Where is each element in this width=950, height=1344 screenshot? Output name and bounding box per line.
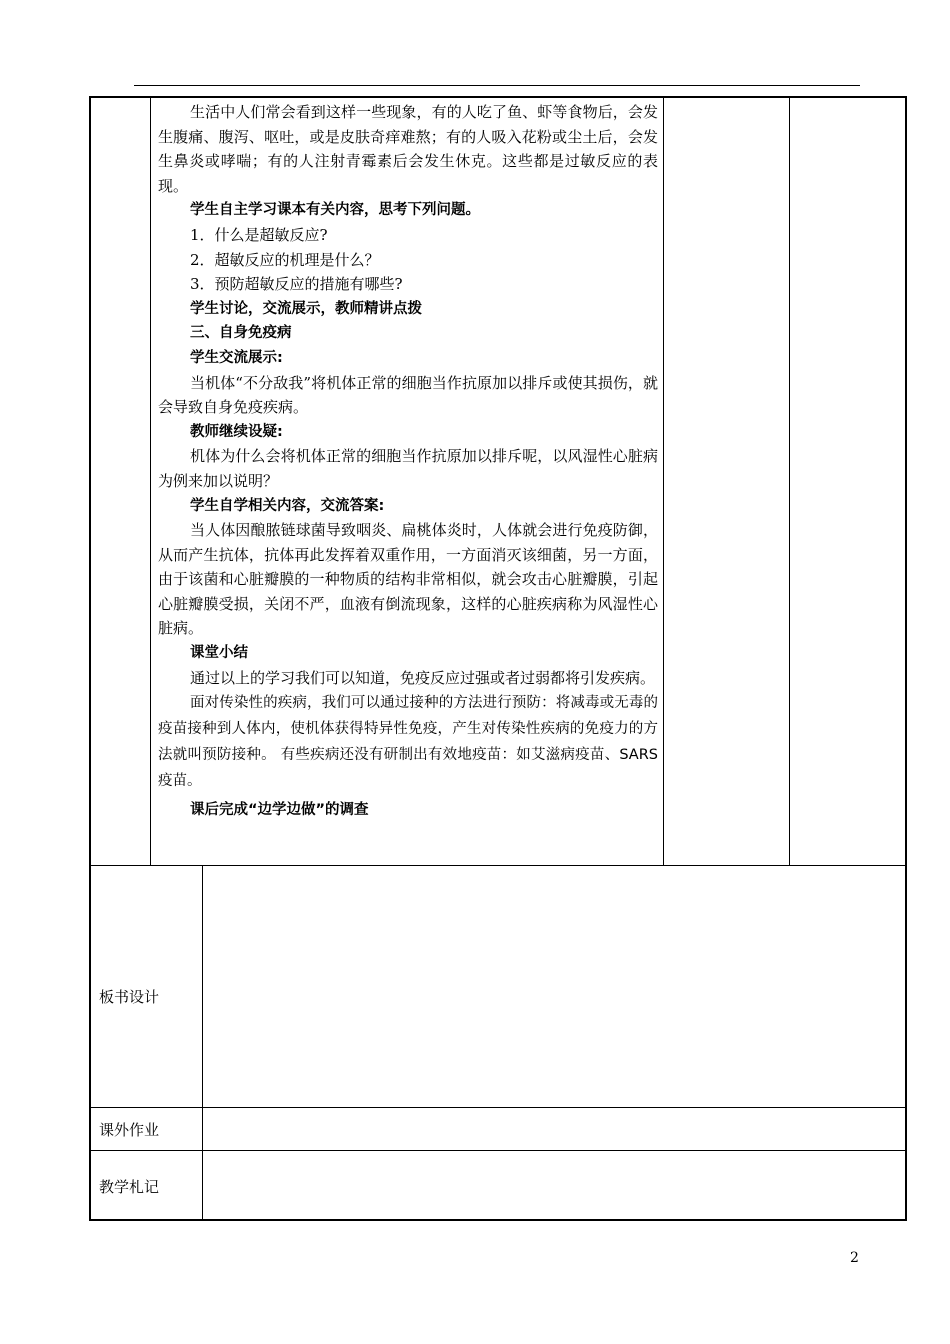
page-number: 2 [850, 1250, 859, 1266]
paragraph: 生活中人们常会看到这样一些现象，有的人吃了鱼、虾等食物后，会发生腹痛、腹泻、呕吐，或是皮肤奇痒难熬；有的人吸入花粉或尘土后，会发生鼻炎或哮喘；有的人注射青霉素后会发生休克。这些都是过敏反应的表现。 [158, 103, 658, 195]
table-divider [89, 1107, 907, 1108]
header-rule [134, 85, 860, 86]
homework-label: 课外作业 [99, 1121, 160, 1139]
section-heading: 课堂小结 [190, 645, 248, 662]
table-divider [789, 96, 790, 865]
section-heading: 三、自身免疫病 [190, 325, 292, 342]
paragraph: 面对传染性的疾病，我们可以通过接种的方法进行预防：将减毒或无毒的疫苗接种到人体内，使机体获得特异性免疫，产生对传染性疾病的免疫力的方法就叫预防接种。 有些疾病还没有研制出有效地疫苗：如艾滋病疫苗、SARS疫苗。 [158, 695, 658, 790]
question-item: 3．预防超敏反应的措施有哪些? [190, 275, 403, 294]
section-heading: 学生自学相关内容，交流答案: [190, 497, 385, 514]
paragraph: 通过以上的学习我们可以知道，免疫反应过强或者过弱都将引发疾病。 [190, 668, 656, 687]
section-heading: 学生交流展示: [190, 349, 283, 366]
question-item: 1．什么是超敏反应? [190, 225, 328, 244]
table-divider [663, 96, 664, 865]
section-heading: 学生自主学习课本有关内容，思考下列问题。 [190, 202, 480, 219]
section-heading: 课后完成“边学边做”的调查 [190, 802, 369, 819]
question-item: 2．超敏反应的机理是什么？ [190, 250, 380, 269]
section-heading: 教师继续设疑: [190, 423, 283, 440]
table-divider [89, 865, 907, 866]
teaching-notes-label: 教学札记 [99, 1178, 160, 1196]
table-divider [89, 1150, 907, 1151]
paragraph: 当机体“不分敌我”将机体正常的细胞当作抗原加以排斥或使其损伤，就会导致自身免疫疾病。 [158, 373, 658, 417]
paragraph: 机体为什么会将机体正常的细胞当作抗原加以排斥呢，以风湿性心脏病为例来加以说明？ [158, 447, 658, 490]
board-design-label: 板书设计 [99, 988, 160, 1006]
table-divider [202, 865, 203, 1220]
table-divider [150, 96, 151, 865]
section-heading: 学生讨论，交流展示，教师精讲点拨 [190, 300, 422, 317]
lesson-content [158, 100, 658, 823]
paragraph: 当人体因酿脓链球菌导致咽炎、扁桃体炎时，人体就会进行免疫防御，从而产生抗体，抗体再此发挥着双重作用，一方面消灭该细菌，另一方面，由于该菌和心脏瓣膜的一种物质的结构非常相似，就会攻击心脏瓣膜，引起心脏瓣膜受损，关闭不严，血液有倒流现象，这样的心脏疾病称为风湿性心脏病。 [158, 521, 658, 638]
